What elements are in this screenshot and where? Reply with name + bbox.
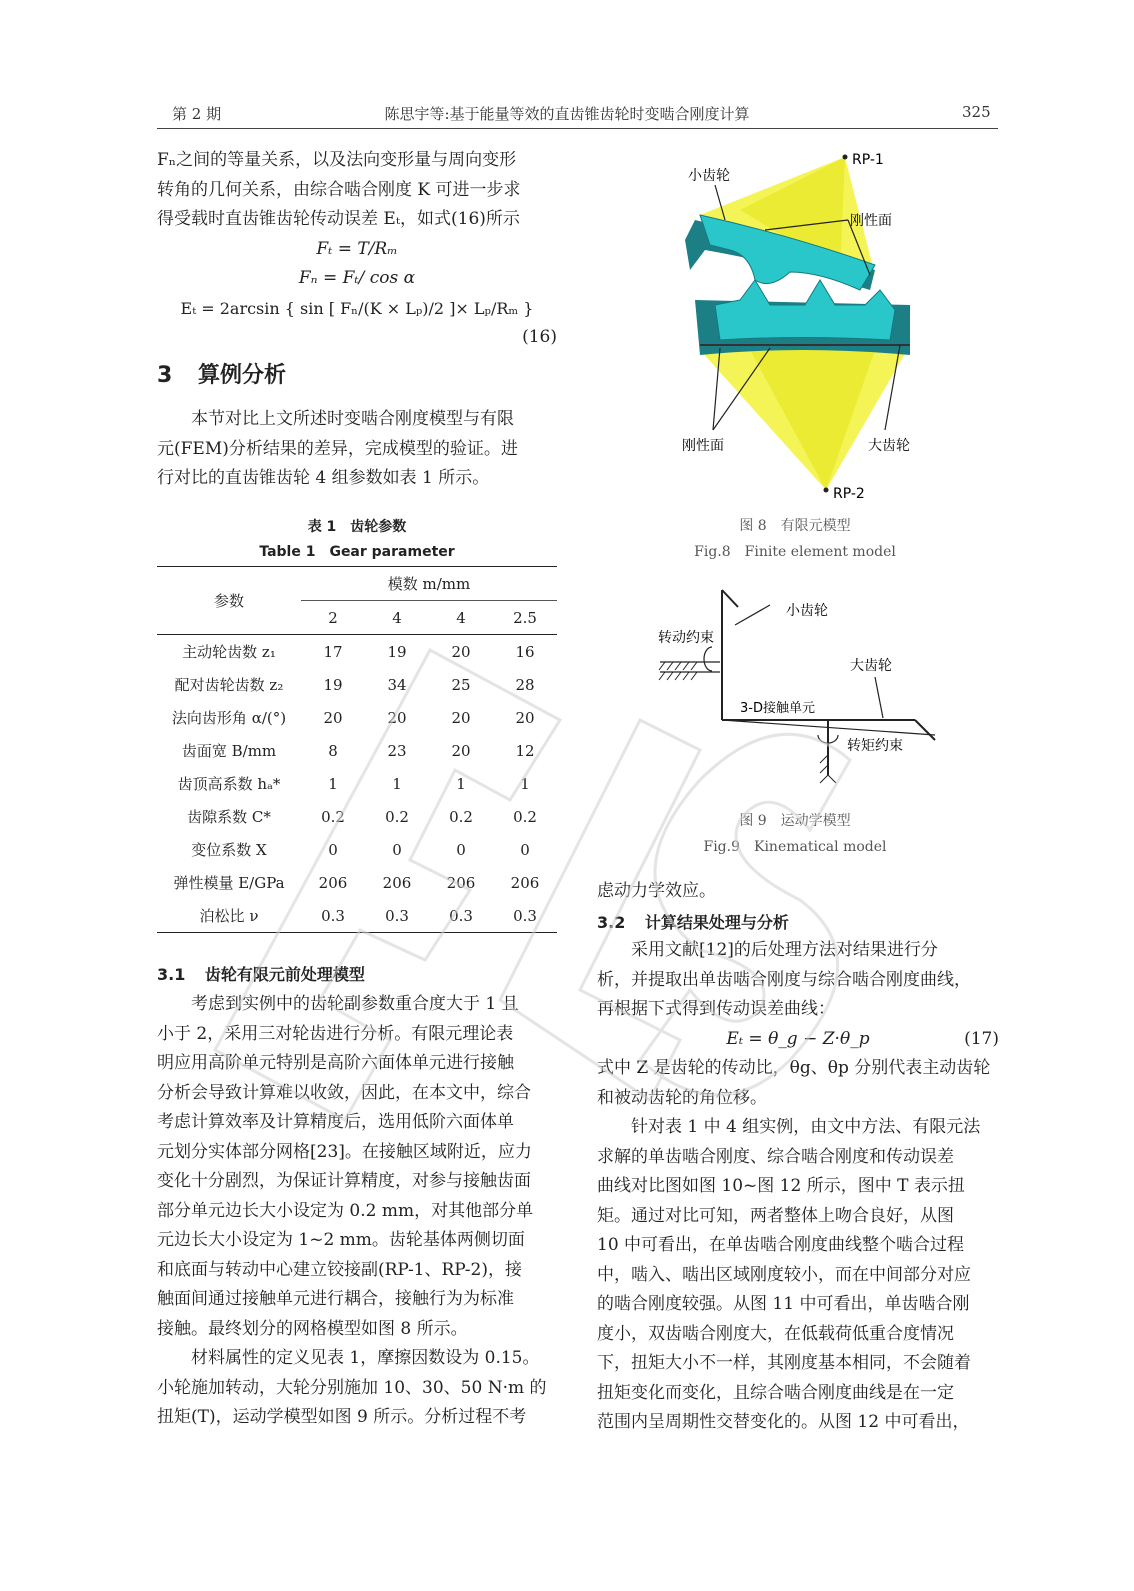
figure-9 bbox=[640, 585, 950, 800]
section-3-2-heading bbox=[597, 910, 789, 933]
modulus-header: 模数 m/mm bbox=[301, 567, 557, 601]
row-label: 法向齿形角 α/(°) bbox=[171, 709, 287, 727]
page-number: 325 bbox=[962, 103, 991, 121]
text-line: 曲线对比图如图 10~图 12 所示，图中 T 表示扭 bbox=[597, 1176, 965, 1196]
label-contact-element: 3-D接触单元 bbox=[740, 701, 815, 716]
text-line: 度小，双齿啮合刚度大，在低载荷低重合度情况 bbox=[597, 1323, 954, 1344]
text-line: 中，啮入、啮出区域刚度较小，而在中间部分对应 bbox=[597, 1264, 971, 1285]
row-label: 齿面宽 B/mm bbox=[181, 742, 277, 760]
table-row bbox=[157, 833, 557, 866]
cell: 206 bbox=[446, 873, 476, 892]
text-line: 采用文献[12]的后处理方法对结果进行分 bbox=[631, 940, 938, 960]
label-small-gear: 小齿轮 bbox=[688, 168, 730, 184]
cell: 0 bbox=[520, 840, 530, 859]
equation-number: (16) bbox=[522, 327, 557, 347]
section-3-1-heading bbox=[157, 962, 365, 985]
cell: 0.2 bbox=[321, 807, 345, 826]
cell: 20 bbox=[387, 708, 407, 727]
text-line: 求解的单齿啮合刚度、综合啮合刚度和传动误差 bbox=[597, 1146, 954, 1167]
text-line: 矩。通过对比可知，两者整体上吻合良好，从图 bbox=[597, 1205, 954, 1226]
text-line: 10 中可看出，在单齿啮合刚度曲线整个啮合过程 bbox=[597, 1235, 965, 1255]
section-title: 计算结果处理与分析 bbox=[644, 913, 789, 932]
table-row bbox=[157, 668, 557, 701]
text-line: 下，扭矩大小不一样，其刚度基本相同，不会随着 bbox=[597, 1353, 971, 1373]
modulus-value: 4 bbox=[392, 608, 402, 627]
text-line: 触面间通过接触单元进行耦合，接触行为为标准 bbox=[157, 1289, 514, 1309]
text-line: 元边长大小设定为 1~2 mm。齿轮基体两侧切面 bbox=[157, 1230, 525, 1250]
row-label: 齿顶高系数 hₐ* bbox=[177, 775, 281, 793]
row-label: 变位系数 X bbox=[191, 841, 267, 859]
left-column bbox=[157, 146, 557, 353]
text-line: 针对表 1 中 4 组实例，由文中方法、有限元法 bbox=[631, 1117, 981, 1137]
fig8-caption-en: Fig.8 Finite element model bbox=[694, 544, 896, 560]
gear-parameter-table bbox=[157, 566, 557, 933]
leader-line bbox=[875, 677, 883, 718]
text-line: 虑动力学效应。 bbox=[597, 881, 716, 901]
section-number: 3 bbox=[157, 363, 173, 388]
equation-ft: Fₜ = T/Rₘ bbox=[316, 238, 398, 259]
axis-tip bbox=[722, 590, 738, 607]
cell: 0.2 bbox=[385, 807, 409, 826]
finite-element-model-image bbox=[590, 140, 1000, 520]
table-caption-cn: 表 1 齿轮参数 bbox=[307, 519, 407, 535]
cell: 1 bbox=[328, 774, 338, 793]
cell: 1 bbox=[392, 774, 402, 793]
label-big-gear: 大齿轮 bbox=[850, 658, 892, 674]
label-rp2: RP-2 bbox=[833, 486, 865, 502]
text-line: 材料属性的定义见表 1，摩擦因数设为 0.15。 bbox=[191, 1348, 540, 1368]
table-row bbox=[157, 800, 557, 833]
cell: 23 bbox=[387, 741, 407, 760]
table-row bbox=[157, 734, 557, 767]
cell: 17 bbox=[323, 642, 343, 661]
equation-17: Eₜ = θ_g − Z·θ_p bbox=[726, 1028, 870, 1049]
table-caption-en: Table 1 Gear parameter bbox=[259, 544, 455, 560]
cell: 19 bbox=[387, 642, 407, 661]
equation-fn: Fₙ = Fₜ/ cos α bbox=[298, 268, 416, 288]
rp1-point bbox=[843, 155, 848, 160]
cell: 28 bbox=[515, 675, 535, 694]
cell: 16 bbox=[515, 642, 535, 661]
section-title: 齿轮有限元前处理模型 bbox=[204, 965, 365, 984]
equation-et: Eₜ = 2arcsin { sin [ Fₙ/(K × Lₚ)/2 ]× Lₚ/Rₘ } bbox=[180, 298, 534, 318]
row-label: 配对齿轮齿数 z₂ bbox=[174, 676, 284, 694]
cell: 0 bbox=[328, 840, 338, 859]
text-line: 考虑到实例中的齿轮副参数重合度大于 1 且 bbox=[191, 994, 519, 1014]
cell: 20 bbox=[323, 708, 343, 727]
rotation-arrow-icon bbox=[704, 647, 712, 671]
cell: 0 bbox=[392, 840, 402, 859]
cell: 0 bbox=[456, 840, 466, 859]
text-line: 小轮施加转动，大轮分别施加 10、30、50 N·m 的 bbox=[157, 1377, 547, 1398]
section-number: 3.1 bbox=[157, 965, 186, 984]
text-line: 范围内呈周期性交替变化的。从图 12 中可看出， bbox=[597, 1412, 970, 1432]
para-section3-intro bbox=[157, 405, 557, 494]
text-line: 扭矩(T)，运动学模型如图 9 所示。分析过程不考 bbox=[157, 1407, 527, 1427]
cell: 0.3 bbox=[513, 906, 537, 925]
text-line: 和底面与转动中心建立铰接副(RP-1、RP-2)，接 bbox=[157, 1259, 523, 1280]
text-line: Fₙ之间的等量关系，以及法向变形量与周向变形 bbox=[157, 150, 517, 170]
text-line: 小于 2，采用三对轮齿进行分析。有限元理论表 bbox=[157, 1023, 514, 1044]
text-line: 明应用高阶单元特别是高阶六面体单元进行接触 bbox=[157, 1053, 514, 1073]
text-line: 和被动齿轮的角位移。 bbox=[597, 1087, 767, 1108]
cell: 206 bbox=[382, 873, 412, 892]
table-row bbox=[157, 899, 557, 933]
text-line: 再根据下式得到传动误差曲线： bbox=[597, 999, 835, 1019]
header-rule bbox=[157, 128, 998, 129]
text-line: 元划分实体部分网格[23]。在接触区域附近，应力 bbox=[157, 1141, 532, 1162]
text-line: 元(FEM)分析结果的差异，完成模型的验证。进 bbox=[157, 438, 518, 459]
text-line: 转角的几何关系，由综合啮合刚度 K 可进一步求 bbox=[157, 179, 521, 200]
cell: 19 bbox=[323, 675, 343, 694]
section-3-heading bbox=[157, 358, 286, 389]
row-label: 泊松比 ν bbox=[199, 907, 259, 925]
kinematical-model-diagram bbox=[640, 585, 950, 800]
cell: 20 bbox=[451, 642, 471, 661]
table-row bbox=[157, 701, 557, 734]
cell: 12 bbox=[515, 741, 535, 760]
cell: 0.3 bbox=[385, 906, 409, 925]
cell: 20 bbox=[515, 708, 535, 727]
cell: 25 bbox=[451, 675, 471, 694]
leader-line bbox=[735, 605, 770, 625]
text-line: 得受载时直齿锥齿轮传动误差 Eₜ，如式(16)所示 bbox=[157, 209, 520, 229]
para-fe-model bbox=[157, 990, 557, 1433]
cell: 0.2 bbox=[449, 807, 473, 826]
equation-17-row bbox=[597, 1025, 999, 1055]
text-line: 行对比的直齿锥齿轮 4 组参数如表 1 所示。 bbox=[157, 468, 490, 488]
row-label: 齿隙系数 C* bbox=[187, 808, 271, 826]
fig8-caption-cn: 图 8 有限元模型 bbox=[739, 518, 851, 534]
cell: 0.3 bbox=[449, 906, 473, 925]
text-line: 本节对比上文所述时变啮合刚度模型与有限 bbox=[191, 409, 514, 429]
label-small-gear: 小齿轮 bbox=[786, 603, 828, 619]
cell: 206 bbox=[318, 873, 348, 892]
modulus-value: 2.5 bbox=[513, 608, 537, 627]
modulus-value: 2 bbox=[328, 608, 338, 627]
text-line: 析，并提取出单齿啮合刚度与综合啮合刚度曲线， bbox=[597, 969, 971, 990]
label-rigid-surface-bottom: 刚性面 bbox=[682, 438, 724, 454]
text-line: 分析会导致计算难以收敛，因此，在本文中，综合 bbox=[157, 1082, 531, 1103]
text-line: 考虑计算效率及计算精度后，选用低阶六面体单 bbox=[157, 1112, 514, 1132]
label-torque-constraint: 转矩约束 bbox=[847, 738, 903, 754]
equation-17-number: (17) bbox=[964, 1028, 999, 1049]
cell: 34 bbox=[387, 675, 407, 694]
cell: 1 bbox=[456, 774, 466, 793]
row-label: 主动轮齿数 z₁ bbox=[182, 643, 276, 661]
para-intro bbox=[157, 146, 557, 235]
cell: 206 bbox=[510, 873, 540, 892]
label-big-gear: 大齿轮 bbox=[868, 438, 910, 454]
axis-tip bbox=[915, 720, 935, 740]
running-title: 陈思宇等:基于能量等效的直齿锥齿轮时变啮合刚度计算 bbox=[384, 105, 750, 123]
section-title: 算例分析 bbox=[197, 363, 286, 388]
fig9-caption-cn: 图 9 运动学模型 bbox=[739, 813, 851, 829]
cell: 20 bbox=[451, 708, 471, 727]
text-line: 的啮合刚度较强。从图 11 中可看出，单齿啮合刚 bbox=[597, 1294, 970, 1314]
cell: 0.3 bbox=[321, 906, 345, 925]
section-number: 3.2 bbox=[597, 913, 626, 932]
cell: 20 bbox=[451, 741, 471, 760]
label-rotation-constraint: 转动约束 bbox=[658, 630, 714, 646]
table-row bbox=[157, 635, 557, 669]
text-line: 接触。最终划分的网格模型如图 8 所示。 bbox=[157, 1318, 468, 1339]
text-line: 扭矩变化而变化，且综合啮合刚度曲线是在一定 bbox=[597, 1382, 954, 1403]
figure-8 bbox=[590, 140, 1000, 520]
label-rigid-surface-top: 刚性面 bbox=[850, 213, 892, 229]
row-label: 弹性模量 E/GPa bbox=[173, 874, 285, 892]
text-line: 部分单元边长大小设定为 0.2 mm，对其他部分单 bbox=[157, 1200, 534, 1221]
hatch-icon bbox=[659, 662, 697, 680]
text-line: 式中 Z 是齿轮的传动比，θg、θp 分别代表主动齿轮 bbox=[597, 1058, 991, 1078]
modulus-value: 4 bbox=[456, 608, 466, 627]
param-header: 参数 bbox=[157, 567, 301, 635]
fig9-caption-en: Fig.9 Kinematical model bbox=[703, 839, 887, 855]
para-postprocess bbox=[597, 936, 999, 1438]
rp2-point bbox=[824, 488, 829, 493]
cell: 8 bbox=[328, 741, 338, 760]
cell: 0.2 bbox=[513, 807, 537, 826]
text-line: 变化十分剧烈，为保证计算精度，对参与接触齿面 bbox=[157, 1171, 531, 1191]
label-rp1: RP-1 bbox=[852, 152, 884, 168]
cell: 1 bbox=[520, 774, 530, 793]
table-row bbox=[157, 866, 557, 899]
table-row bbox=[157, 767, 557, 800]
right-column-continued bbox=[597, 877, 999, 907]
issue-number: 第 2 期 bbox=[172, 105, 222, 123]
